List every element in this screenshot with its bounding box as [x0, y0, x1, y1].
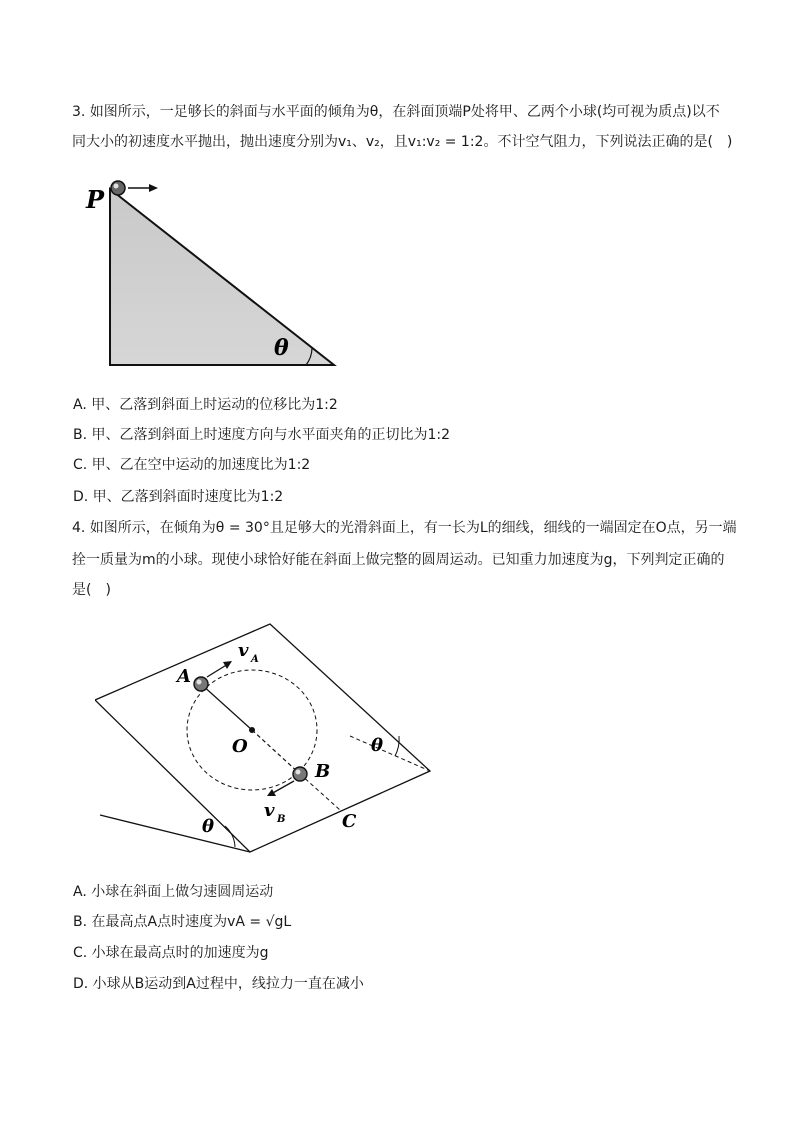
label-a: A: [177, 666, 191, 687]
q4-option-a: A. 小球在斜面上做匀速圆周运动: [73, 884, 274, 900]
q3-option-c: C. 甲、乙在空中运动的加速度比为1:2: [73, 457, 311, 473]
label-theta-right: θ: [371, 735, 384, 756]
q3-option-a: A. 甲、乙落到斜面上时运动的位移比为1:2: [73, 397, 338, 413]
q4-stem-line-1: 4. 如图所示，在倾角为θ = 30°且足够大的光滑斜面上，有一长为L的细线，细线的一端固定在O点，另一端: [72, 520, 737, 536]
q4-stem-line-3: 是( ): [72, 582, 111, 598]
incline-triangle: [110, 189, 334, 365]
label-vb-sub: B: [277, 814, 286, 825]
q3-stem-line-1: 3. 如图所示，一足够长的斜面与水平面的倾角为θ，在斜面顶端P处将甲、乙两个小球(均可视为质点)以不: [72, 104, 720, 120]
label-p: P: [86, 185, 105, 214]
q3-option-b: B. 甲、乙落到斜面上时速度方向与水平面夹角的正切比为1:2: [73, 427, 451, 443]
label-va: v: [238, 640, 249, 661]
label-b: B: [315, 761, 331, 782]
ball-b-icon: [293, 767, 307, 781]
q4-option-d: D. 小球从B运动到A过程中，线拉力一直在减小: [73, 976, 364, 992]
center-point-o: [249, 727, 255, 733]
label-c: C: [342, 811, 357, 832]
q3-option-d: D. 甲、乙落到斜面时速度比为1:2: [73, 489, 284, 505]
label-va-sub: A: [251, 654, 259, 665]
label-o: O: [232, 736, 248, 757]
q4-circular-motion-figure: [95, 618, 455, 868]
q3-stem-line-2: 同大小的初速度水平抛出，抛出速度分别为v₁、v₂，且v₁:v₂ = 1:2。不计空气阻力，下列说法正确的是( ): [72, 134, 733, 150]
string-line: [201, 684, 252, 730]
label-vb: v: [264, 800, 275, 821]
ball-a-icon: [194, 677, 208, 691]
ground-line: [100, 815, 250, 852]
ball-icon: [111, 181, 125, 195]
label-theta-left: θ: [202, 816, 215, 837]
q4-option-b: B. 在最高点A点时速度为vA = √gL: [73, 914, 292, 930]
q4-stem-line-2: 拴一质量为m的小球。现使小球恰好能在斜面上做完整的圆周运动。已知重力加速度为g，下列判定正确的: [72, 552, 725, 568]
label-theta: θ: [274, 335, 289, 361]
q3-incline-figure: [80, 175, 340, 375]
q4-option-c: C. 小球在最高点时的加速度为g: [73, 945, 269, 961]
